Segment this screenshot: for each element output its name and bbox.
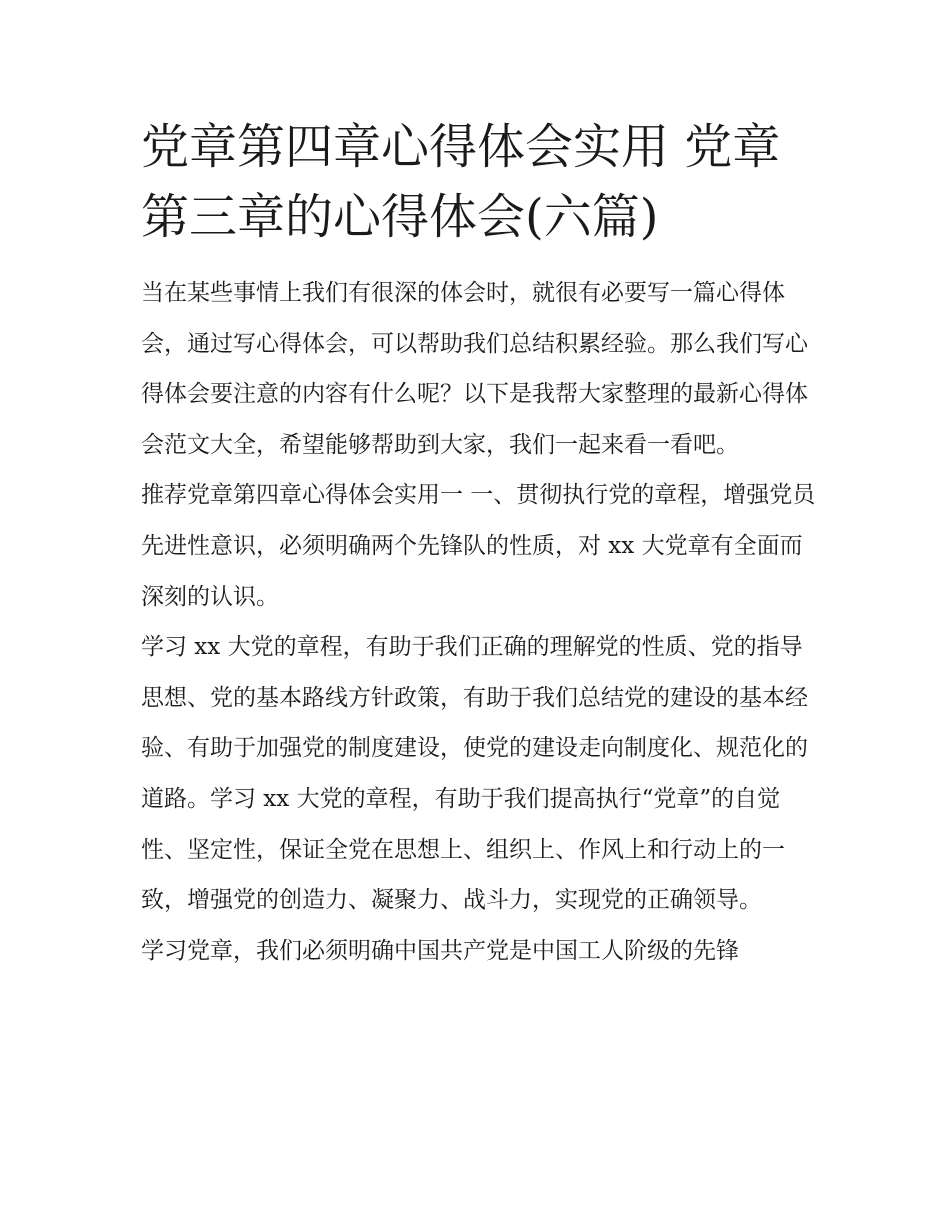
document-title: 党章第四章心得体会实用 党章第三章的心得体会(六篇) (141, 119, 781, 245)
document-body (141, 268, 816, 976)
paragraph-recommendation: 推荐党章第四章心得体会实用一 一、贯彻执行党的章程，增强党员先进性意识，必须明确两个先锋队的性质，对 xx 大党章有全面而深刻的认识。 (141, 482, 816, 610)
paragraph-vanguard: 学习党章，我们必须明确中国共产党是中国工人阶级的先锋 (141, 937, 739, 964)
paragraph-study-charter: 学习 xx 大党的章程，有助于我们正确的理解党的性质、党的指导思想、党的基本路线方针政策，有助于我们总结党的建设的基本经验、有助于加强党的制度建设，使党的建设走向制度化、规范化的道路。学习 xx 大党的章程，有助于我们提高执行“党章”的自觉性、坚定性，保证全党在思想上、组织上、作风上和行动上的一致，增强党的创造力、凝聚力、战斗力，实现党的正确领导。 (141, 634, 808, 914)
document-content (141, 112, 816, 976)
paragraph-intro: 当在某些事情上我们有很深的体会时，就很有必要写一篇心得体会，通过写心得体会，可以帮助我们总结积累经验。那么我们写心得体会要注意的内容有什么呢？以下是我帮大家整理的最新心得体会范文大全，希望能够帮助到大家，我们一起来看一看吧。 (141, 280, 808, 458)
